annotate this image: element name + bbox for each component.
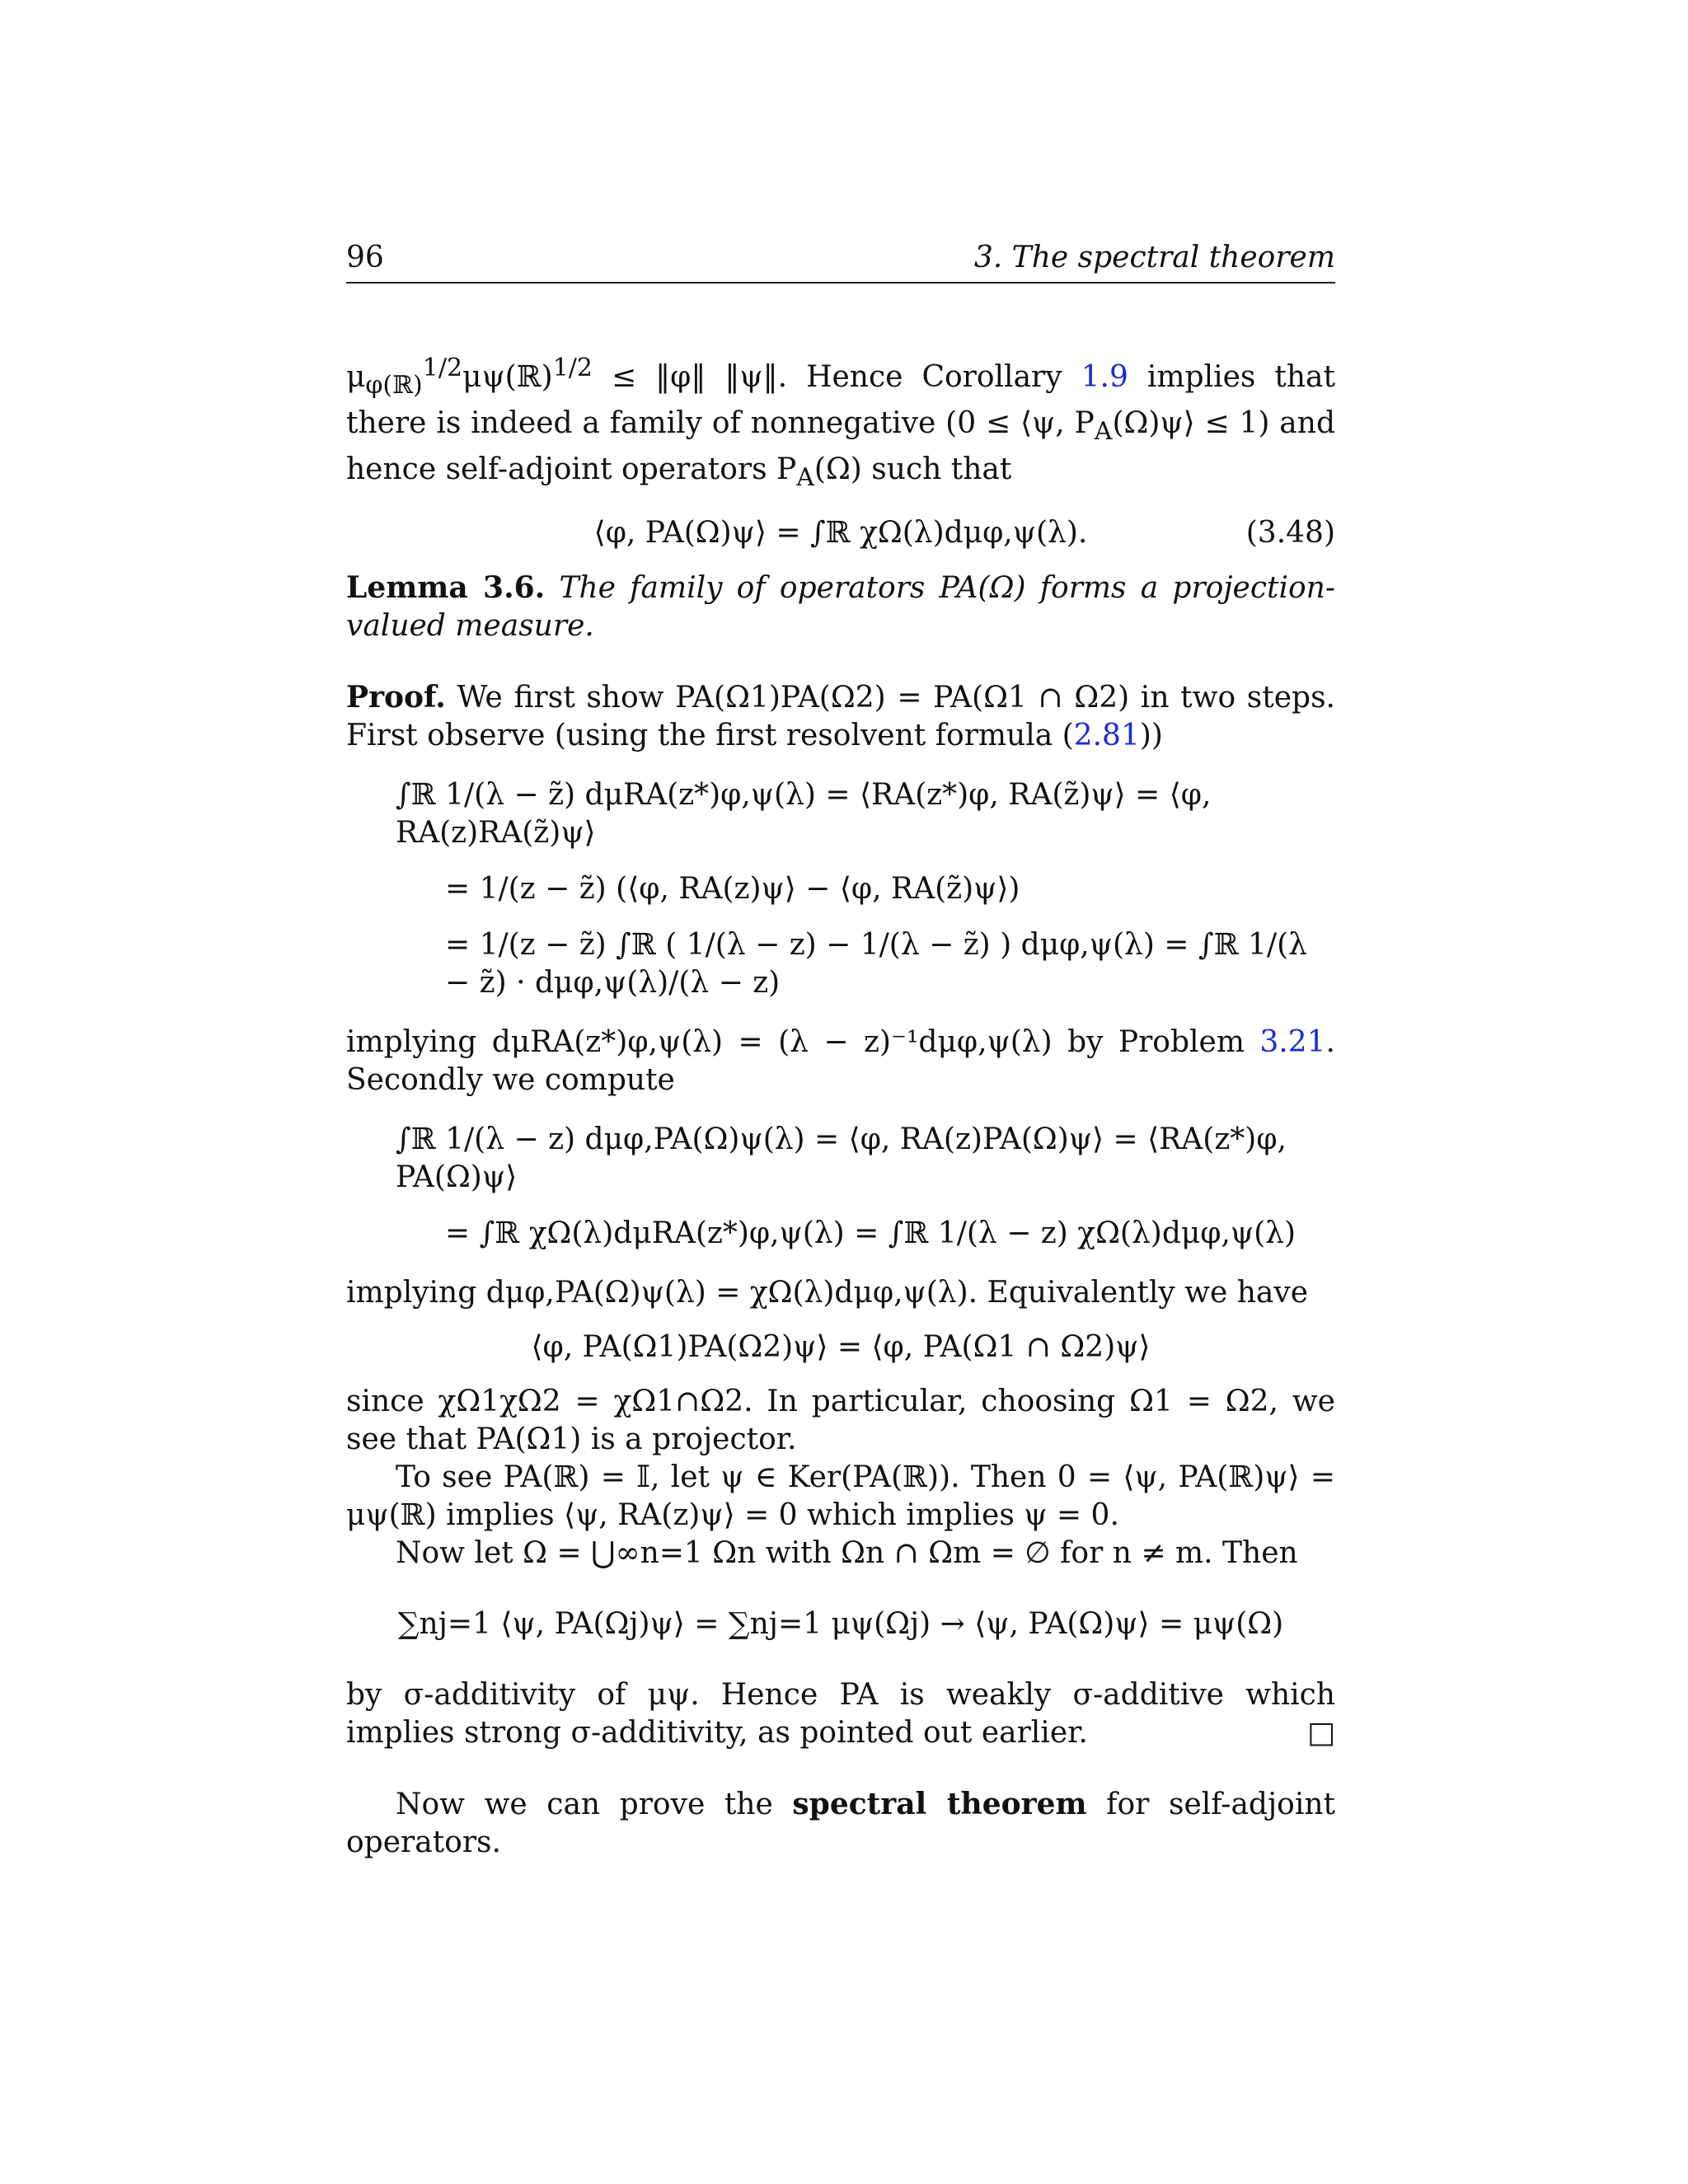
lemma-3-6: Lemma 3.6. The family of operators PA(Ω) forms a projection-valued measure. (346, 569, 1335, 643)
equation-block-b: ∫ℝ 1/(λ − z) dμφ,PA(Ω)ψ(λ) = ⟨φ, RA(z)PA(Ω)ψ⟩ = ⟨RA(z*)φ, PA(Ω)ψ⟩ = ∫ℝ χΩ(λ)dμRA(z*)φ,ψ(λ) = ∫ℝ 1/(λ − z) χΩ(λ)dμφ,ψ(λ) (396, 1122, 1296, 1250)
running-header (346, 239, 1335, 284)
problem-link[interactable]: 3.21 (1259, 1024, 1326, 1059)
paragraph-problem: implying dμRA(z*)φ,ψ(λ) = (λ − z)⁻¹dμφ,ψ(λ) by Problem 3.21. Secondly we compute (346, 1024, 1335, 1097)
qed-symbol: □ (1306, 1715, 1335, 1750)
paragraph-union: Now let Ω = ⋃∞n=1 Ωn with Ωn ∩ Ωm = ∅ for n ≠ m. Then (396, 1535, 1298, 1570)
paragraph-additivity: by σ-additivity of μψ. Hence PA is weakly σ-additive which implies strong σ-additivity, as pointed out earlier. □ (346, 1676, 1335, 1752)
equation-number: (3.48) (1245, 515, 1335, 550)
chapter-title: 3. The spectral theorem (973, 241, 1335, 274)
paragraph-implying: implying dμφ,PA(Ω)ψ(λ) = χΩ(λ)dμφ,ψ(λ). Equivalently we have (346, 1275, 1308, 1310)
corollary-link[interactable]: 1.9 (1081, 360, 1128, 394)
page-number: 96 (346, 241, 384, 274)
equation-c: ⟨φ, PA(Ω1)PA(Ω2)ψ⟩ = ⟨φ, PA(Ω1 ∩ Ω2)ψ⟩ (531, 1329, 1151, 1364)
paragraph-since: since χΩ1χΩ2 = χΩ1∩Ω2. In particular, choosing Ω1 = Ω2, we see that PA(Ω1) is a projector. (346, 1384, 1335, 1456)
resolvent-formula-link[interactable]: 2.81 (1073, 718, 1140, 752)
equation-d: ∑nj=1 ⟨ψ, PA(Ωj)ψ⟩ = ∑nj=1 μψ(Ωj) → ⟨ψ, PA(Ω)ψ⟩ = μψ(Ω) (397, 1606, 1284, 1641)
proof-paragraph: Proof. We first show PA(Ω1)PA(Ω2) = PA(Ω1 ∩ Ω2) in two steps. First observe (using the first resolvent formula (2.81)) (346, 679, 1335, 752)
paragraph-intro: $\mu_{\varphi(ℝ)}^{1/2}\mu\psi(ℝ)^{1/2}$ ≤ ‖φ‖ ‖ψ‖. Hence Corollary 1.9 implies that there is indeed a family of nonnegative (0 ≤ ⟨ψ, $P_A(\Omega)\psi⟩ \le 1$) and hence self-adjoint operators $P_A(\Omega)$ such that (346, 354, 1335, 493)
paragraph-spectral: Now we can prove the spectral theorem for self-adjoint operators. (346, 1786, 1335, 1859)
paragraph-identity: To see PA(ℝ) = 𝕀, let ψ ∈ Ker(PA(ℝ)). Then 0 = ⟨ψ, PA(ℝ)ψ⟩ = μψ(ℝ) implies ⟨ψ, RA(z)ψ⟩ = 0 which implies ψ = 0. (346, 1460, 1335, 1532)
page (346, 239, 1335, 1862)
equation-3-48: ⟨φ, PA(Ω)ψ⟩ = ∫ℝ χΩ(λ)dμφ,ψ(λ). (3.48) (346, 514, 1335, 552)
equation-block-a: ∫ℝ 1/(λ − z̃) dμRA(z*)φ,ψ(λ) = ⟨RA(z*)φ, RA(z̃)ψ⟩ = ⟨φ, RA(z)RA(z̃)ψ⟩ = 1/(z − z̃) (⟨φ, RA(z)ψ⟩ − ⟨φ, RA(z̃)ψ⟩) = 1/(z − z̃) ∫ℝ ( 1/(λ − z) − 1/(λ − z̃) ) dμφ,ψ(λ) = ∫ℝ 1/(λ − z̃) · dμφ,ψ(λ)/(λ − z) (396, 777, 1307, 1000)
